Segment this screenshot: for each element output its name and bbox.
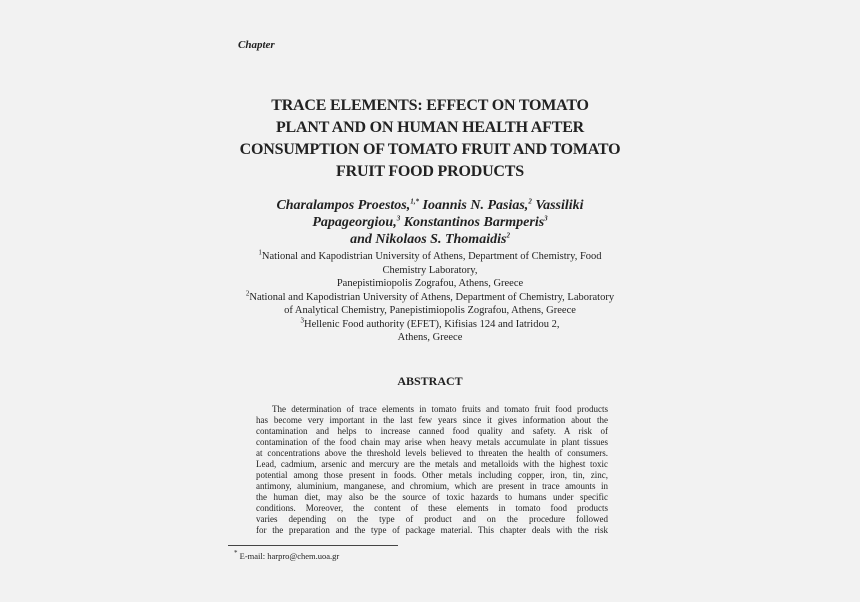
footnote-email: E-mail: harpro@chem.uoa.gr <box>237 551 340 561</box>
title-line: TRACE ELEMENTS: EFFECT ON TOMATO <box>271 97 589 114</box>
chapter-title <box>230 95 630 183</box>
author-name: Papageorgiou, <box>312 215 397 230</box>
affiliation-line: Chemistry Laboratory, <box>382 264 478 276</box>
footnote-mark: * <box>234 549 238 558</box>
author-line <box>240 231 620 248</box>
author-affiliation-mark: 2 <box>528 197 532 206</box>
abstract-line: antimony, aluminium, manganese, and chromium, which are present in trace amounts in <box>256 481 608 491</box>
author-name: Ioannis N. Pasias, <box>419 198 529 213</box>
affiliation-line <box>232 318 628 332</box>
author-affiliation-mark: 1,* <box>410 197 419 206</box>
author-list <box>240 197 620 248</box>
abstract-line: conditions. Moreover, the content of these elements in tomato food products <box>256 503 608 513</box>
abstract-line: for the preparation and the type of package material. This chapter deals with the risk <box>256 525 608 535</box>
affiliation-text: National and Kapodistrian University of Athens, Department of Chemistry, Food <box>261 251 602 262</box>
chapter-label: Chapter <box>238 39 275 51</box>
affiliation-line: Athens, Greece <box>397 332 463 343</box>
title-line: FRUIT FOOD PRODUCTS <box>336 163 524 180</box>
abstract-line: the human diet, may also be the source of toxic hazards to humans under specific <box>256 492 608 502</box>
author-affiliation-mark: 3 <box>544 214 548 223</box>
abstract-line: The determination of trace elements in tomato fruits and tomato fruit food products <box>272 404 608 414</box>
footnote-divider <box>228 545 398 546</box>
author-name: Charalampos Proestos, <box>276 198 411 213</box>
affiliation-mark: 2 <box>245 289 250 297</box>
abstract-line: at concentrations above the threshold levels believed to threaten the health of consumers. <box>256 448 608 458</box>
abstract-line: Lead, cadmium, arsenic and mercury are the metals and metalloids with the highest toxic <box>256 459 608 469</box>
author-name: Konstantinos Barmperis <box>400 215 545 230</box>
abstract-heading: ABSTRACT <box>397 374 463 388</box>
author-name: Vassiliki <box>531 198 584 213</box>
affiliation-list <box>232 250 628 345</box>
abstract-body <box>256 404 608 536</box>
affiliation-text: National and Kapodistrian University of Athens, Department of Chemistry, Laboratory <box>249 291 615 303</box>
abstract-line: contamination and helps to increase canned food quality and safety. A risk of <box>256 426 608 436</box>
abstract-line: varies depending on the type of product and on the procedure followed <box>256 514 608 524</box>
footnote <box>234 551 339 561</box>
abstract-line: has become very important in the last few years since it gives information about the <box>256 415 608 425</box>
author-name: and Nikolaos S. Thomaidis <box>350 232 507 247</box>
title-line: PLANT AND ON HUMAN HEALTH AFTER <box>275 119 585 136</box>
affiliation-mark: 3 <box>300 316 305 324</box>
affiliation-line: Panepistimiopolis Zografou, Athens, Greece <box>336 278 524 289</box>
author-affiliation-mark: 3 <box>396 214 401 223</box>
abstract-line: contamination of the food chain may arise when heavy metals accumulate in plant tissues <box>256 437 608 447</box>
affiliation-line: of Analytical Chemistry, Panepistimiopolis Zografou, Athens, Greece <box>284 305 576 316</box>
author-line <box>240 214 620 231</box>
abstract-line: potential among those present in foods. Other metals including copper, iron, tin, zinc, <box>256 470 608 480</box>
affiliation-text: Hellenic Food authority (EFET), Kifisias 124 and Iatridou 2, <box>304 318 560 330</box>
author-affiliation-mark: 2 <box>506 231 510 240</box>
affiliation-line <box>232 291 628 305</box>
affiliation-mark: 1 <box>258 248 262 257</box>
author-line <box>240 197 620 214</box>
title-line: CONSUMPTION OF TOMATO FRUIT AND TOMATO <box>239 141 621 158</box>
affiliation-line <box>232 250 628 264</box>
